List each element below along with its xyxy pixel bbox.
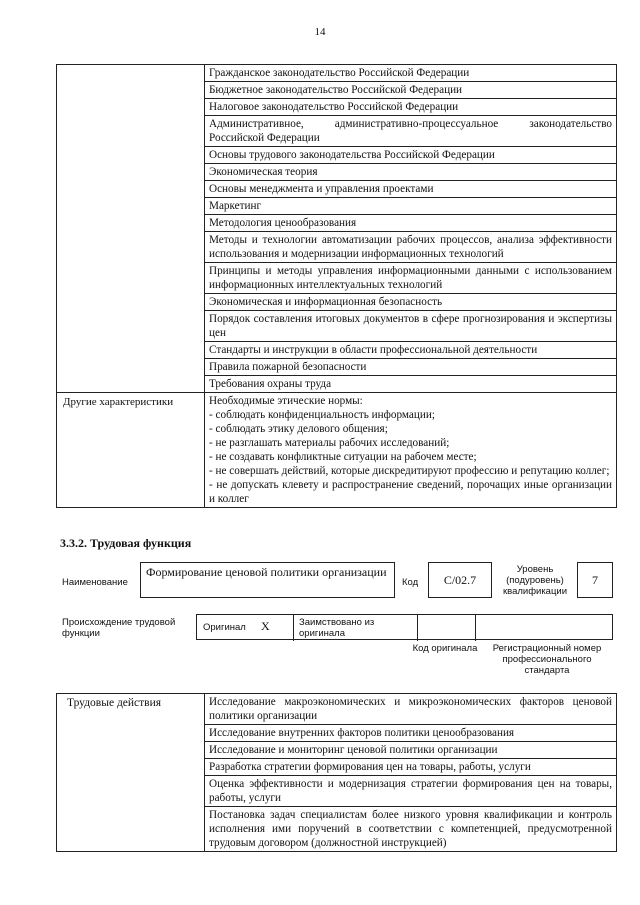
- level-value: 7: [577, 562, 613, 598]
- knowledge-label-cell: [57, 65, 205, 393]
- list-item: Правила пожарной безопасности: [205, 359, 616, 376]
- list-item: - не совершать действий, которые дискредитируют профессию и репутацию коллег;: [209, 465, 610, 477]
- divider: [293, 615, 294, 641]
- list-item: Маркетинг: [205, 198, 616, 215]
- knowledge-table: [56, 64, 617, 508]
- divider: [417, 615, 418, 641]
- list-item: - не разглашать материалы рабочих исследований;: [209, 437, 450, 449]
- list-item: - не допускать клевету и распространение сведений, порочащих иные организации и коллег: [209, 479, 612, 505]
- other-characteristics-label: Другие характеристики: [57, 393, 205, 508]
- list-item: Требования охраны труда: [209, 378, 332, 390]
- divider: [475, 615, 476, 641]
- knowledge-items-cell: [205, 65, 617, 393]
- list-item: Гражданское законодательство Российской Федерации: [205, 65, 616, 82]
- list-item: Исследование и мониторинг ценовой политики организации: [205, 742, 616, 759]
- list-item: Налоговое законодательство Российской Федерации: [205, 99, 616, 116]
- other-characteristics-row: [57, 393, 617, 508]
- code-value: C/02.7: [428, 562, 492, 598]
- name-value: Формирование ценовой политики организации: [140, 562, 395, 598]
- list-item: Методы и технологии автоматизации рабочих процессов, анализа эффективности использования и модернизации информационных технологий: [205, 232, 616, 263]
- list-item: Административное, административно-процессуальное законодательство Российской Федерации: [205, 116, 616, 147]
- list-item: Стандарты и инструкции в области профессиональной деятельности: [205, 342, 616, 359]
- list-item: Экономическая и информационная безопасность: [205, 294, 616, 311]
- other-characteristics-cell: [205, 393, 617, 508]
- list-item: Экономическая теория: [205, 164, 616, 181]
- labor-actions-cell: [205, 694, 617, 852]
- list-item: Принципы и методы управления информационными данными с использованием информационных интеллектуальных технологий: [205, 263, 616, 294]
- labor-actions-row: [57, 694, 617, 852]
- list-item: Основы трудового законодательства Российской Федерации: [205, 147, 616, 164]
- code-original-label: Код оригинала: [412, 643, 478, 654]
- level-label: Уровень (подуровень) квалификации: [502, 564, 568, 597]
- origin-table: [196, 614, 613, 640]
- list-item: Постановка задач специалистам более низкого уровня квалификации и контроль исполнения ими поручений в соответствии с компетенцией, предусмотренной трудовым договором (должностной инструкцией): [209, 809, 612, 849]
- borrowed-label: Заимствовано из оригинала: [299, 617, 375, 639]
- list-item: Оценка эффективности и модернизация стратегии формирования цен на товары, работы, услуги: [205, 776, 616, 807]
- list-item: Исследование внутренних факторов политики ценообразования: [205, 725, 616, 742]
- code-label: Код: [402, 577, 419, 588]
- list-item: Разработка стратегии формирования цен на товары, работы, услуги: [205, 759, 616, 776]
- list-item: Основы менеджмента и управления проектами: [205, 181, 616, 198]
- list-item: - не создавать конфликтные ситуации на рабочем месте;: [209, 451, 477, 463]
- origin-label: Происхождение трудовой функции: [62, 617, 176, 639]
- list-item: Порядок составления итоговых документов в сфере прогнозирования и экспертизы цен: [205, 311, 616, 342]
- list-item: - соблюдать этику делового общения;: [209, 423, 388, 435]
- section-title: 3.3.2. Трудовая функция: [60, 536, 192, 550]
- page-number: 14: [314, 26, 326, 38]
- list-item: Исследование макроэкономических и микроэкономических факторов ценовой политики организации: [205, 694, 616, 725]
- reg-number-label: Регистрационный номер профессионального стандарта: [492, 643, 602, 676]
- labor-actions-table: [56, 693, 617, 852]
- original-label: Оригинал: [203, 622, 246, 633]
- list-item: Необходимые этические нормы:: [209, 395, 363, 407]
- name-label: Наименование: [62, 577, 128, 588]
- list-item: - соблюдать конфиденциальность информации;: [209, 409, 435, 421]
- labor-actions-label: Трудовые действия: [57, 694, 205, 852]
- list-item: Методология ценообразования: [205, 215, 616, 232]
- knowledge-row: [57, 65, 617, 393]
- list-item: Бюджетное законодательство Российской Федерации: [205, 82, 616, 99]
- original-mark: X: [261, 619, 270, 633]
